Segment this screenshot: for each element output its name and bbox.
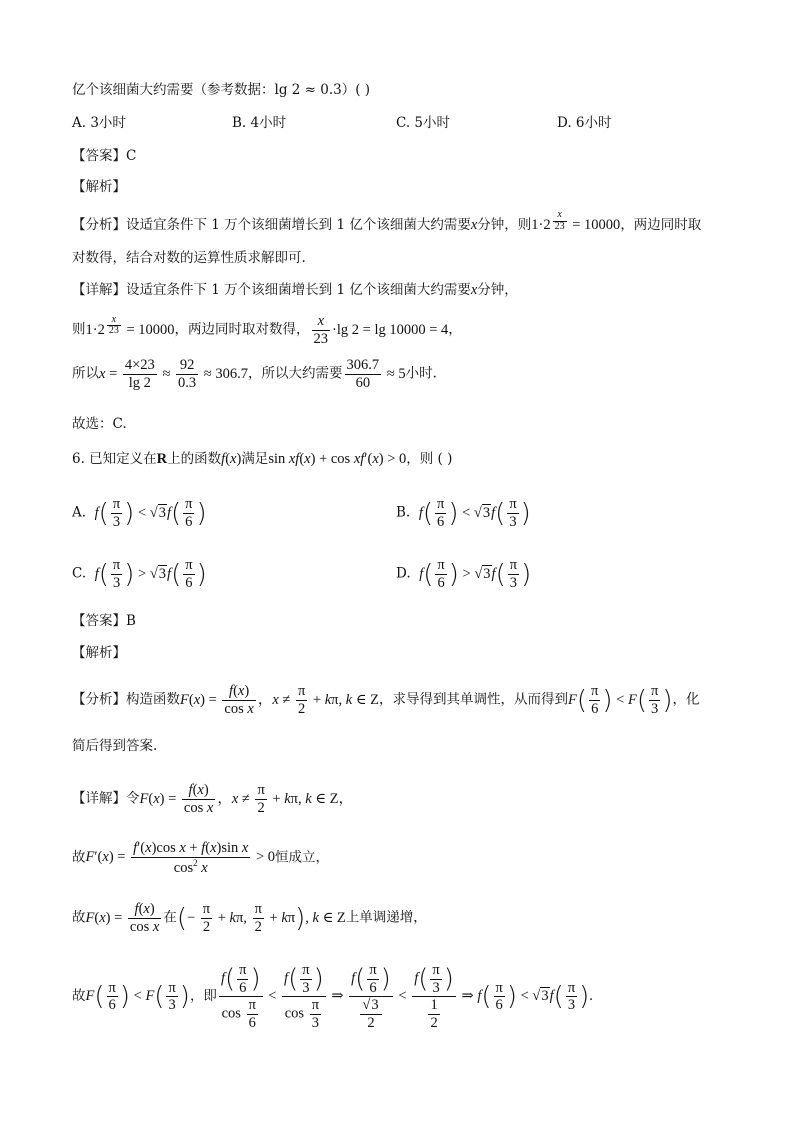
q6-fenxi-line1: 【分析】构造函数F(x) = $\frac{f(x)}{\text{cos x}}$ ，x ≠ $\frac{\pi}{2}$ + kπ, k ∈ Z，求导得到其单调性，从而得到F( $\frac{\pi}{6}$ ) < F( $\frac{\pi}{3}$ )，化 bbox=[72, 683, 700, 717]
q5-option-d: D. 6小时 bbox=[557, 115, 612, 131]
q6-stem: 6. 已知定义在R上的函数f(x)满足sin xf(x) + cos xf′(x) > 0，则 ( ) bbox=[72, 451, 453, 467]
q6-option-a: A. f( $\frac{\pi}{3}$ ) < √3f( $\frac{\pi}{6}$ ) bbox=[72, 496, 207, 530]
q6-jiexi-heading: 【解析】 bbox=[72, 645, 126, 661]
q5-fenxi-line1: 【分析】设适宜条件下 1 万个该细菌增长到 1 亿个该细菌大约需要x分钟，则1·2 $^{\frac{x}{23}}$ = 10000，两边同时取 bbox=[72, 209, 702, 233]
q6-option-c: C. f( $\frac{\pi}{3}$ ) > √3f( $\frac{\pi}{6}$ ) bbox=[72, 557, 207, 591]
q6-option-d: D. f( $\frac{\pi}{6}$ ) > √3f( $\frac{\pi}{3}$ ) bbox=[396, 557, 532, 591]
q6-fenxi-line2: 简后得到答案. bbox=[72, 738, 158, 754]
q6-derivative-line: 故F′(x) = $\frac{\text{f′(x)cos x + f(x)sin x}}{\cos^2 x}$ > 0恒成立， bbox=[72, 840, 330, 876]
q6-option-b: B. f( $\frac{\pi}{6}$ ) < √3f( $\frac{\pi}{3}$ ) bbox=[396, 496, 531, 530]
q5-answer: 【答案】C bbox=[72, 148, 137, 164]
q5-so-line: 所以x = $\frac{4\times 23}{\lg 2}$ ≈ $\frac{92}{0.3}$ ≈ 306.7，所以大约需要 $\frac{306.7}{60}$ ≈ 5小时. bbox=[72, 357, 437, 391]
q5-stem-end: 亿个该细菌大约需要（参考数据：lg 2 ≈ 0.3）( ) bbox=[72, 82, 371, 98]
q5-option-a: A. 3小时 bbox=[72, 115, 126, 131]
q6-final-line: 故F( $\frac{\pi}{6}$ ) < F( $\frac{\pi}{3}$ )，即 f( $\frac{\pi}{6}$ ) cos $\frac{\pi}{6}$ < f( $\frac{\pi}{3}$ ) cos $\frac{\pi}{3}$ ⇒ f( $\frac{\pi}{6}$ ) $\frac{√3}{2}$ < f( $\frac{\pi}{3}$ ) $\frac{1}{2}$ ⇒ f( $\frac{\pi}{6}$ ) < √3f( $\frac{\pi}{3}$ ). bbox=[72, 962, 593, 1032]
q6-xiangjie-line1: 【详解】令F(x) = $\frac{f(x)}{\text{cos x}}$ ，x ≠ $\frac{\pi}{2}$ + kπ, k ∈ Z， bbox=[72, 782, 354, 816]
q6-answer: 【答案】B bbox=[72, 613, 136, 629]
q5-option-b: B. 4小时 bbox=[232, 115, 287, 131]
q5-option-c: C. 5小时 bbox=[396, 115, 451, 131]
q5-fenxi-line2: 对数得，结合对数的运算性质求解即可. bbox=[72, 250, 306, 266]
q5-choose: 故选：C. bbox=[72, 416, 127, 432]
q5-then-line: 则1·2 $^{\frac{x}{23}}$ = 10000，两边同时取对数得， $\frac{x}{23}$ ·lg 2 = lg 10000 = 4， bbox=[72, 313, 462, 347]
q5-jiexi-heading: 【解析】 bbox=[72, 179, 126, 195]
q6-monotonic-line: 故F(x) = $\frac{f(x)}{\text{cos x}}$ 在(− $\frac{\pi}{2}$ + kπ, $\frac{\pi}{2}$ + kπ), k ∈ Z上单调递增， bbox=[72, 901, 427, 935]
q5-xiangjie-line1: 【详解】设适宜条件下 1 万个该细菌增长到 1 亿个该细菌大约需要x分钟， bbox=[72, 282, 518, 298]
